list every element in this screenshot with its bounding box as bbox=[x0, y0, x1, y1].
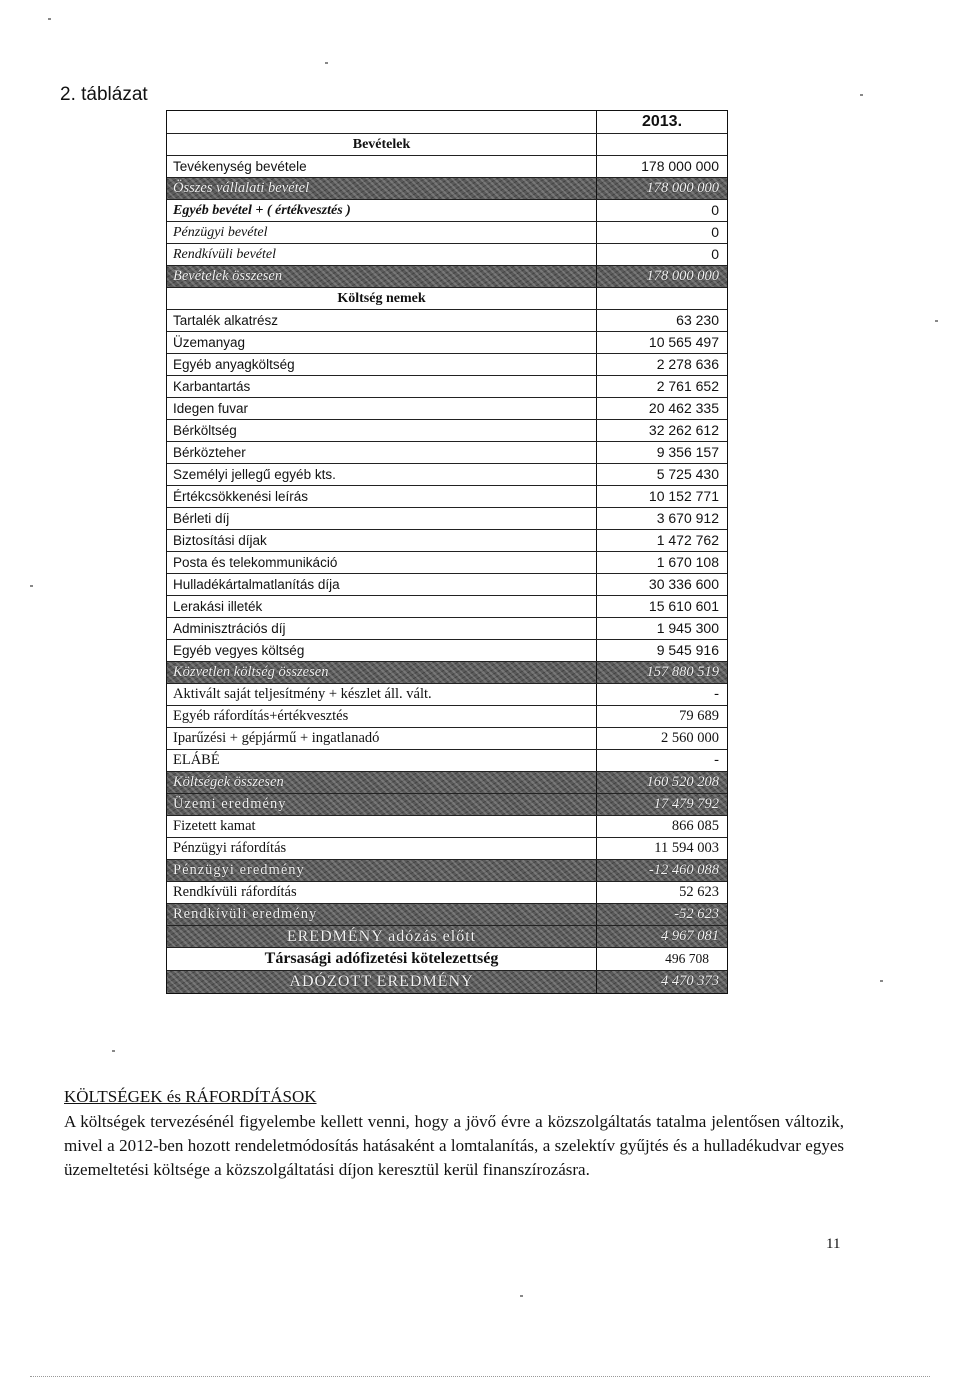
table-row bbox=[167, 706, 727, 728]
row-value: 4 470 373 bbox=[661, 973, 719, 989]
row-label: Tartalék alkatrész bbox=[167, 310, 597, 331]
scan-bottom-edge bbox=[30, 1376, 930, 1378]
row-label: ELÁBÉ bbox=[167, 750, 597, 771]
table-row bbox=[167, 486, 727, 508]
row-value: 11 594 003 bbox=[654, 840, 719, 856]
row-value: 496 708 bbox=[665, 951, 709, 966]
row-label: Pénzügyi ráfordítás bbox=[167, 838, 597, 859]
section-title: KÖLTSÉGEK és RÁFORDÍTÁSOK bbox=[64, 1087, 317, 1106]
row-value: - bbox=[714, 686, 719, 702]
row-value: 157 880 519 bbox=[646, 664, 719, 680]
scan-speck bbox=[880, 980, 883, 982]
row-label: Posta és telekommunikáció bbox=[167, 552, 597, 573]
row-value: 1 670 108 bbox=[656, 554, 719, 570]
row-value: 2 761 652 bbox=[656, 378, 719, 394]
row-label: Egyéb vegyes költség bbox=[167, 640, 597, 661]
row-value: 5 725 430 bbox=[656, 466, 719, 482]
row-label: EREDMÉNY adózás előtt bbox=[167, 926, 597, 947]
row-label: Tevékenység bevétele bbox=[167, 156, 597, 177]
row-value: 30 336 600 bbox=[648, 576, 719, 592]
row-value: 178 000 000 bbox=[641, 158, 719, 174]
scan-speck bbox=[935, 320, 938, 322]
row-label: Költségek összesen bbox=[167, 772, 597, 793]
table-row bbox=[167, 904, 727, 926]
row-value bbox=[597, 288, 727, 309]
table-row bbox=[167, 926, 727, 948]
row-label: Idegen fuvar bbox=[167, 398, 597, 419]
row-value: 17 479 792 bbox=[653, 796, 719, 812]
table-row bbox=[167, 552, 727, 574]
table-row bbox=[167, 288, 727, 310]
row-value: 32 262 612 bbox=[648, 422, 719, 438]
row-label: Iparűzési + gépjármű + ingatlanadó bbox=[167, 728, 597, 749]
row-label: Rendkívüli ráfordítás bbox=[167, 882, 597, 903]
table-row bbox=[167, 530, 727, 552]
table-row bbox=[167, 948, 727, 971]
table-row bbox=[167, 200, 727, 222]
row-value: 2 278 636 bbox=[656, 356, 719, 372]
table-row bbox=[167, 816, 727, 838]
table-row bbox=[167, 750, 727, 772]
row-value: 866 085 bbox=[671, 818, 719, 834]
row-value: 79 689 bbox=[679, 708, 719, 724]
row-value: 2013. bbox=[641, 113, 683, 130]
row-label: Egyéb anyagköltség bbox=[167, 354, 597, 375]
table-row bbox=[167, 266, 727, 288]
row-value: 9 545 916 bbox=[656, 642, 719, 658]
scan-speck bbox=[48, 18, 51, 20]
row-value: - bbox=[714, 752, 719, 768]
row-label: Rendkívüli eredmény bbox=[167, 904, 597, 925]
scan-speck bbox=[325, 62, 328, 64]
row-label: Bevételek bbox=[167, 134, 597, 155]
row-label: Biztosítási díjak bbox=[167, 530, 597, 551]
row-label: Lerakási illeték bbox=[167, 596, 597, 617]
row-label: ADÓZOTT EREDMÉNY bbox=[167, 971, 597, 993]
table-row bbox=[167, 178, 727, 200]
table-row bbox=[167, 574, 727, 596]
table-caption: 2. táblázat bbox=[60, 84, 148, 105]
results-table bbox=[166, 110, 728, 994]
table-row bbox=[167, 882, 727, 904]
row-label: Fizetett kamat bbox=[167, 816, 597, 837]
table-row bbox=[167, 134, 727, 156]
row-value: 10 152 771 bbox=[648, 488, 719, 504]
table-row bbox=[167, 156, 727, 178]
table-row bbox=[167, 398, 727, 420]
table-row bbox=[167, 596, 727, 618]
row-value: 0 bbox=[711, 246, 719, 262]
row-value: 9 356 157 bbox=[656, 444, 719, 460]
row-label: Bérközteher bbox=[167, 442, 597, 463]
scan-speck bbox=[520, 1295, 523, 1297]
row-label: Hulladékártalmatlanítás díja bbox=[167, 574, 597, 595]
row-label: Költség nemek bbox=[167, 288, 597, 309]
row-label: Rendkívüli bevétel bbox=[167, 244, 597, 265]
row-value bbox=[597, 134, 727, 155]
row-value: 1 945 300 bbox=[656, 620, 719, 636]
row-label bbox=[167, 111, 597, 133]
row-value: 10 565 497 bbox=[648, 334, 719, 350]
scan-speck bbox=[30, 585, 33, 587]
table-row bbox=[167, 420, 727, 442]
row-label: Közvetlen költség összesen bbox=[167, 662, 597, 683]
scan-speck bbox=[860, 94, 863, 96]
row-label: Bevételek összesen bbox=[167, 266, 597, 287]
table-row bbox=[167, 860, 727, 882]
table-row bbox=[167, 640, 727, 662]
table-row bbox=[167, 971, 727, 993]
table-row bbox=[167, 354, 727, 376]
row-value: -12 460 088 bbox=[648, 862, 719, 878]
table-row bbox=[167, 838, 727, 860]
row-label: Üzemanyag bbox=[167, 332, 597, 353]
row-label: Pénzügyi bevétel bbox=[167, 222, 597, 243]
row-value: 0 bbox=[711, 224, 719, 240]
row-value: 63 230 bbox=[676, 312, 719, 328]
row-label: Bérköltség bbox=[167, 420, 597, 441]
row-value: 160 520 208 bbox=[646, 774, 719, 790]
body-paragraph: A költségek tervezésénél figyelembe kellett venni, hogy a jövő évre a közszolgáltatás tatalma jelentősen változik, mivel a 2012-ben hozott rendeletmódosítás hatásaként a lomtalanítás, a szelektív gyűjtés és a hulladékudvar egyes üzemeltetési költsége a közszolgáltatási díjon keresztül kerül finanszírozásra. bbox=[64, 1112, 844, 1179]
table-row bbox=[167, 244, 727, 266]
table-row bbox=[167, 508, 727, 530]
row-value: 178 000 000 bbox=[646, 180, 719, 196]
table-row bbox=[167, 662, 727, 684]
row-label: Egyéb bevétel + ( értékvesztés ) bbox=[167, 200, 597, 221]
row-value: 0 bbox=[711, 202, 719, 218]
row-label: Társasági adófizetési kötelezettség bbox=[167, 948, 597, 970]
row-value: 2 560 000 bbox=[661, 730, 719, 746]
row-label: Adminisztrációs díj bbox=[167, 618, 597, 639]
table-row bbox=[167, 442, 727, 464]
table-row bbox=[167, 794, 727, 816]
row-value: 52 623 bbox=[679, 884, 719, 900]
table-row bbox=[167, 728, 727, 750]
table-row bbox=[167, 684, 727, 706]
row-value: 178 000 000 bbox=[646, 268, 719, 284]
table-row bbox=[167, 222, 727, 244]
table-row bbox=[167, 618, 727, 640]
row-label: Értékcsökkenési leírás bbox=[167, 486, 597, 507]
row-label: Bérleti díj bbox=[167, 508, 597, 529]
row-value: 15 610 601 bbox=[648, 598, 719, 614]
table-row bbox=[167, 464, 727, 486]
table-row bbox=[167, 310, 727, 332]
table-row bbox=[167, 332, 727, 354]
row-value: 1 472 762 bbox=[656, 532, 719, 548]
row-value: 4 967 081 bbox=[661, 928, 719, 944]
row-label: Pénzügyi eredmény bbox=[167, 860, 597, 881]
table-row bbox=[167, 772, 727, 794]
row-label: Karbantartás bbox=[167, 376, 597, 397]
row-label: Üzemi eredmény bbox=[167, 794, 597, 815]
row-value: 3 670 912 bbox=[656, 510, 719, 526]
row-label: Aktivált saját teljesítmény + készlet áll. vált. bbox=[167, 684, 597, 705]
table-row bbox=[167, 111, 727, 134]
row-label: Egyéb ráfordítás+értékvesztés bbox=[167, 706, 597, 727]
row-label: Személyi jellegű egyéb kts. bbox=[167, 464, 597, 485]
page-number: 11 bbox=[826, 1236, 841, 1252]
scan-speck bbox=[112, 1050, 115, 1052]
table-row bbox=[167, 376, 727, 398]
row-label: Összes vállalati bevétel bbox=[167, 178, 597, 199]
row-value: -52 623 bbox=[674, 906, 719, 922]
row-value: 20 462 335 bbox=[648, 400, 719, 416]
